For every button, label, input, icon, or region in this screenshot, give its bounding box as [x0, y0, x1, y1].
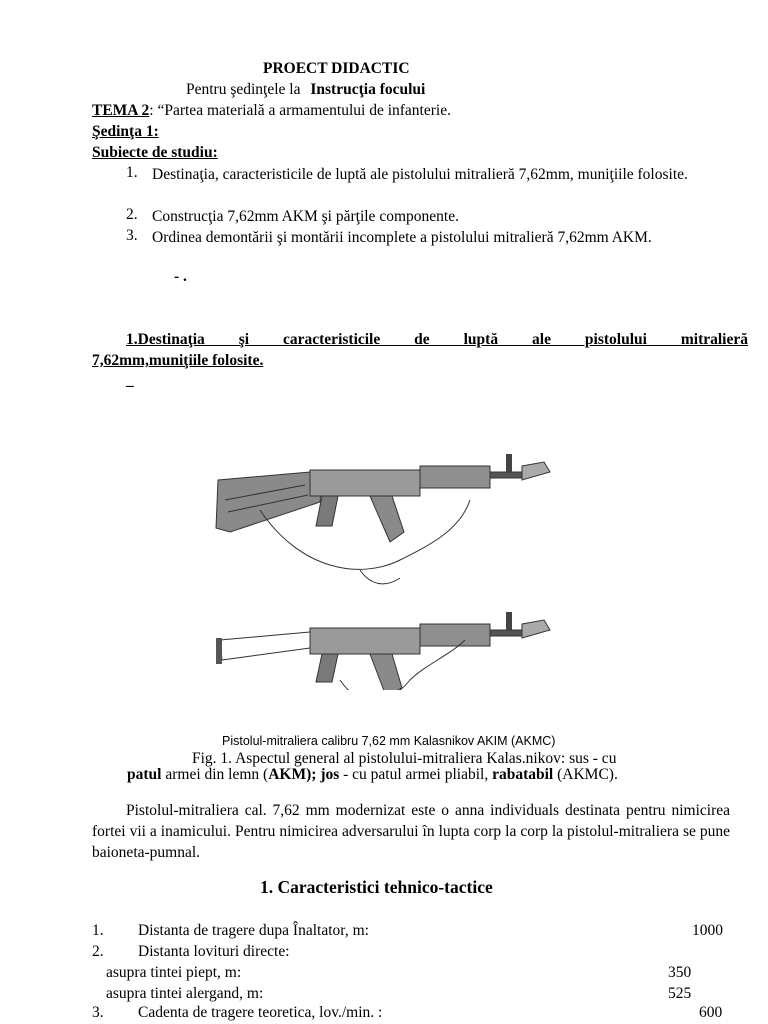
spec-label: Cadenta de tragere teoretica, lov./min. :	[138, 1004, 383, 1021]
akmc-rifle-image	[216, 612, 550, 690]
section2-heading: 1. Caracteristici tehnico-tactice	[260, 877, 493, 897]
section1-heading-line2: 7,62mm,muniţiile folosite.	[92, 352, 264, 369]
caption-part: (AKMC).	[553, 766, 618, 783]
caption-part: AKM	[268, 766, 307, 783]
spec-row	[92, 964, 732, 984]
stray-mark: - .	[174, 268, 187, 285]
caption-part: );	[306, 766, 321, 783]
spec-num: 2.	[92, 943, 104, 960]
spec-row	[92, 985, 732, 1005]
tema-line	[92, 102, 451, 120]
spec-row	[92, 943, 732, 963]
section1-heading-line1: 1.Destinaţia şi caracteristicile de luptă ale pistolului mitralieră	[126, 331, 748, 348]
caption-part: patul	[127, 766, 162, 783]
subject-num: 2.	[126, 206, 138, 223]
body-paragraph: Pistolul-mitraliera cal. 7,62 mm modernizat este o anna individuals destinata pentru nimicirea fortei vii a inamicului. Pentru nimicirea adversarului în lupta corp la corp la pistolul-mitraliera se pune baioneta-pumnal.	[92, 802, 730, 861]
subject-item: Destinaţia, caracteristicile de luptă ale pistolului mitralieră 7,62mm, muniţiile folosite.	[152, 166, 688, 183]
subject-num: 3.	[126, 227, 138, 244]
akm-rifle-image	[216, 454, 550, 584]
spec-value: 600	[699, 1004, 723, 1021]
caption-part: - cu patul armei pliabil,	[339, 766, 493, 783]
spec-value: 1000	[692, 922, 723, 939]
spec-num: 3.	[92, 1004, 104, 1021]
caption-part: armei din lemn (	[161, 766, 269, 783]
subject-num: 1.	[126, 164, 138, 181]
figure-caption-line1: Fig. 1. Aspectul general al pistolului-mitraliera Kalas.nikov: sus - cu	[192, 750, 617, 767]
section1-dash: _	[126, 372, 134, 389]
spec-value: 350	[668, 964, 692, 981]
spec-label: Distanta de tragere dupa Înaltator, m:	[138, 922, 369, 939]
rifle-illustration	[210, 440, 560, 690]
subtitle-prefix: Pentru şedinţele la	[186, 81, 301, 98]
subiecte-heading: Subiecte de studiu:	[92, 144, 218, 161]
spec-row	[92, 1004, 732, 1024]
spec-num: 1.	[92, 922, 104, 939]
spec-row	[92, 922, 732, 942]
document-subtitle	[186, 81, 425, 99]
subject-item: Construcţia 7,62mm AKM şi părţile componente.	[152, 208, 459, 225]
sedinta-heading: Şedinţa 1:	[92, 123, 159, 140]
spec-label: asupra tintei piept, m:	[106, 964, 242, 981]
figure-image-caption: Pistolul-mitraliera calibru 7,62 mm Kalasnikov AKIM (AKMC)	[222, 734, 556, 748]
caption-part: rabatabil	[492, 766, 554, 783]
tema-text: : “Partea materială a armamentului de infanterie.	[149, 102, 451, 119]
spec-label: asupra tintei alergand, m:	[106, 985, 264, 1002]
caption-part: jos	[320, 766, 340, 783]
spec-label: Distanta lovituri directe:	[138, 943, 290, 960]
spec-value: 525	[668, 985, 692, 1002]
subtitle-bold: Instrucţia focului	[310, 81, 426, 98]
subject-item: Ordinea demontării şi montării incomplete a pistolului mitralieră 7,62mm AKM.	[152, 229, 652, 246]
document-title: PROECT DIDACTIC	[263, 60, 410, 77]
figure-caption-line2	[127, 766, 618, 784]
tema-label: TEMA 2	[92, 102, 150, 119]
